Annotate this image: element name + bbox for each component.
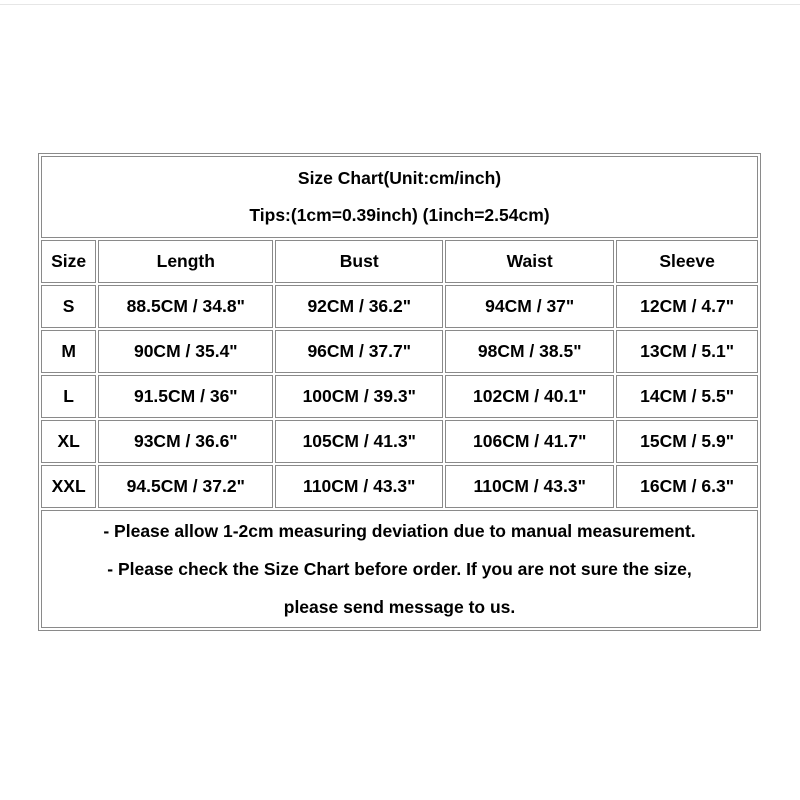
note-deviation: - Please allow 1-2cm measuring deviation due to manual measurement. [103, 521, 696, 541]
sleeve-cell: 16CM / 6.3" [616, 465, 758, 508]
size-cell: S [41, 285, 96, 328]
column-header-waist: Waist [445, 240, 614, 283]
length-cell: 88.5CM / 34.8" [98, 285, 273, 328]
column-header-length: Length [98, 240, 273, 283]
notes-row [41, 510, 758, 628]
chart-header-row [41, 156, 758, 238]
size-chart-table [38, 153, 761, 631]
bust-cell: 96CM / 37.7" [275, 330, 443, 373]
bust-cell: 92CM / 36.2" [275, 285, 443, 328]
sleeve-cell: 12CM / 4.7" [616, 285, 758, 328]
table-row [41, 420, 758, 463]
column-header-bust: Bust [275, 240, 443, 283]
chart-title: Size Chart(Unit:cm/inch) [297, 168, 502, 188]
bust-cell: 110CM / 43.3" [275, 465, 443, 508]
notes-cell [41, 510, 758, 628]
sleeve-cell: 15CM / 5.9" [616, 420, 758, 463]
column-header-size: Size [41, 240, 96, 283]
column-header-sleeve: Sleeve [616, 240, 758, 283]
chart-tips: Tips:(1cm=0.39inch) (1inch=2.54cm) [249, 205, 550, 225]
note-check-chart: - Please check the Size Chart before order. If you are not sure the size, [107, 559, 692, 579]
chart-header-cell [41, 156, 758, 238]
bust-cell: 105CM / 41.3" [275, 420, 443, 463]
length-cell: 91.5CM / 36" [98, 375, 273, 418]
waist-cell: 94CM / 37" [445, 285, 614, 328]
length-cell: 94.5CM / 37.2" [98, 465, 273, 508]
table-row [41, 465, 758, 508]
note-send-message: please send message to us. [283, 597, 516, 617]
size-cell: XXL [41, 465, 96, 508]
waist-cell: 98CM / 38.5" [445, 330, 614, 373]
sleeve-cell: 13CM / 5.1" [616, 330, 758, 373]
length-cell: 90CM / 35.4" [98, 330, 273, 373]
waist-cell: 102CM / 40.1" [445, 375, 614, 418]
waist-cell: 110CM / 43.3" [445, 465, 614, 508]
bust-cell: 100CM / 39.3" [275, 375, 443, 418]
waist-cell: 106CM / 41.7" [445, 420, 614, 463]
size-cell: L [41, 375, 96, 418]
length-cell: 93CM / 36.6" [98, 420, 273, 463]
table-row [41, 330, 758, 373]
sleeve-cell: 14CM / 5.5" [616, 375, 758, 418]
table-row [41, 285, 758, 328]
size-chart [38, 153, 761, 631]
table-row [41, 375, 758, 418]
column-header-row [41, 240, 758, 283]
top-divider [0, 4, 800, 5]
size-cell: XL [41, 420, 96, 463]
size-cell: M [41, 330, 96, 373]
